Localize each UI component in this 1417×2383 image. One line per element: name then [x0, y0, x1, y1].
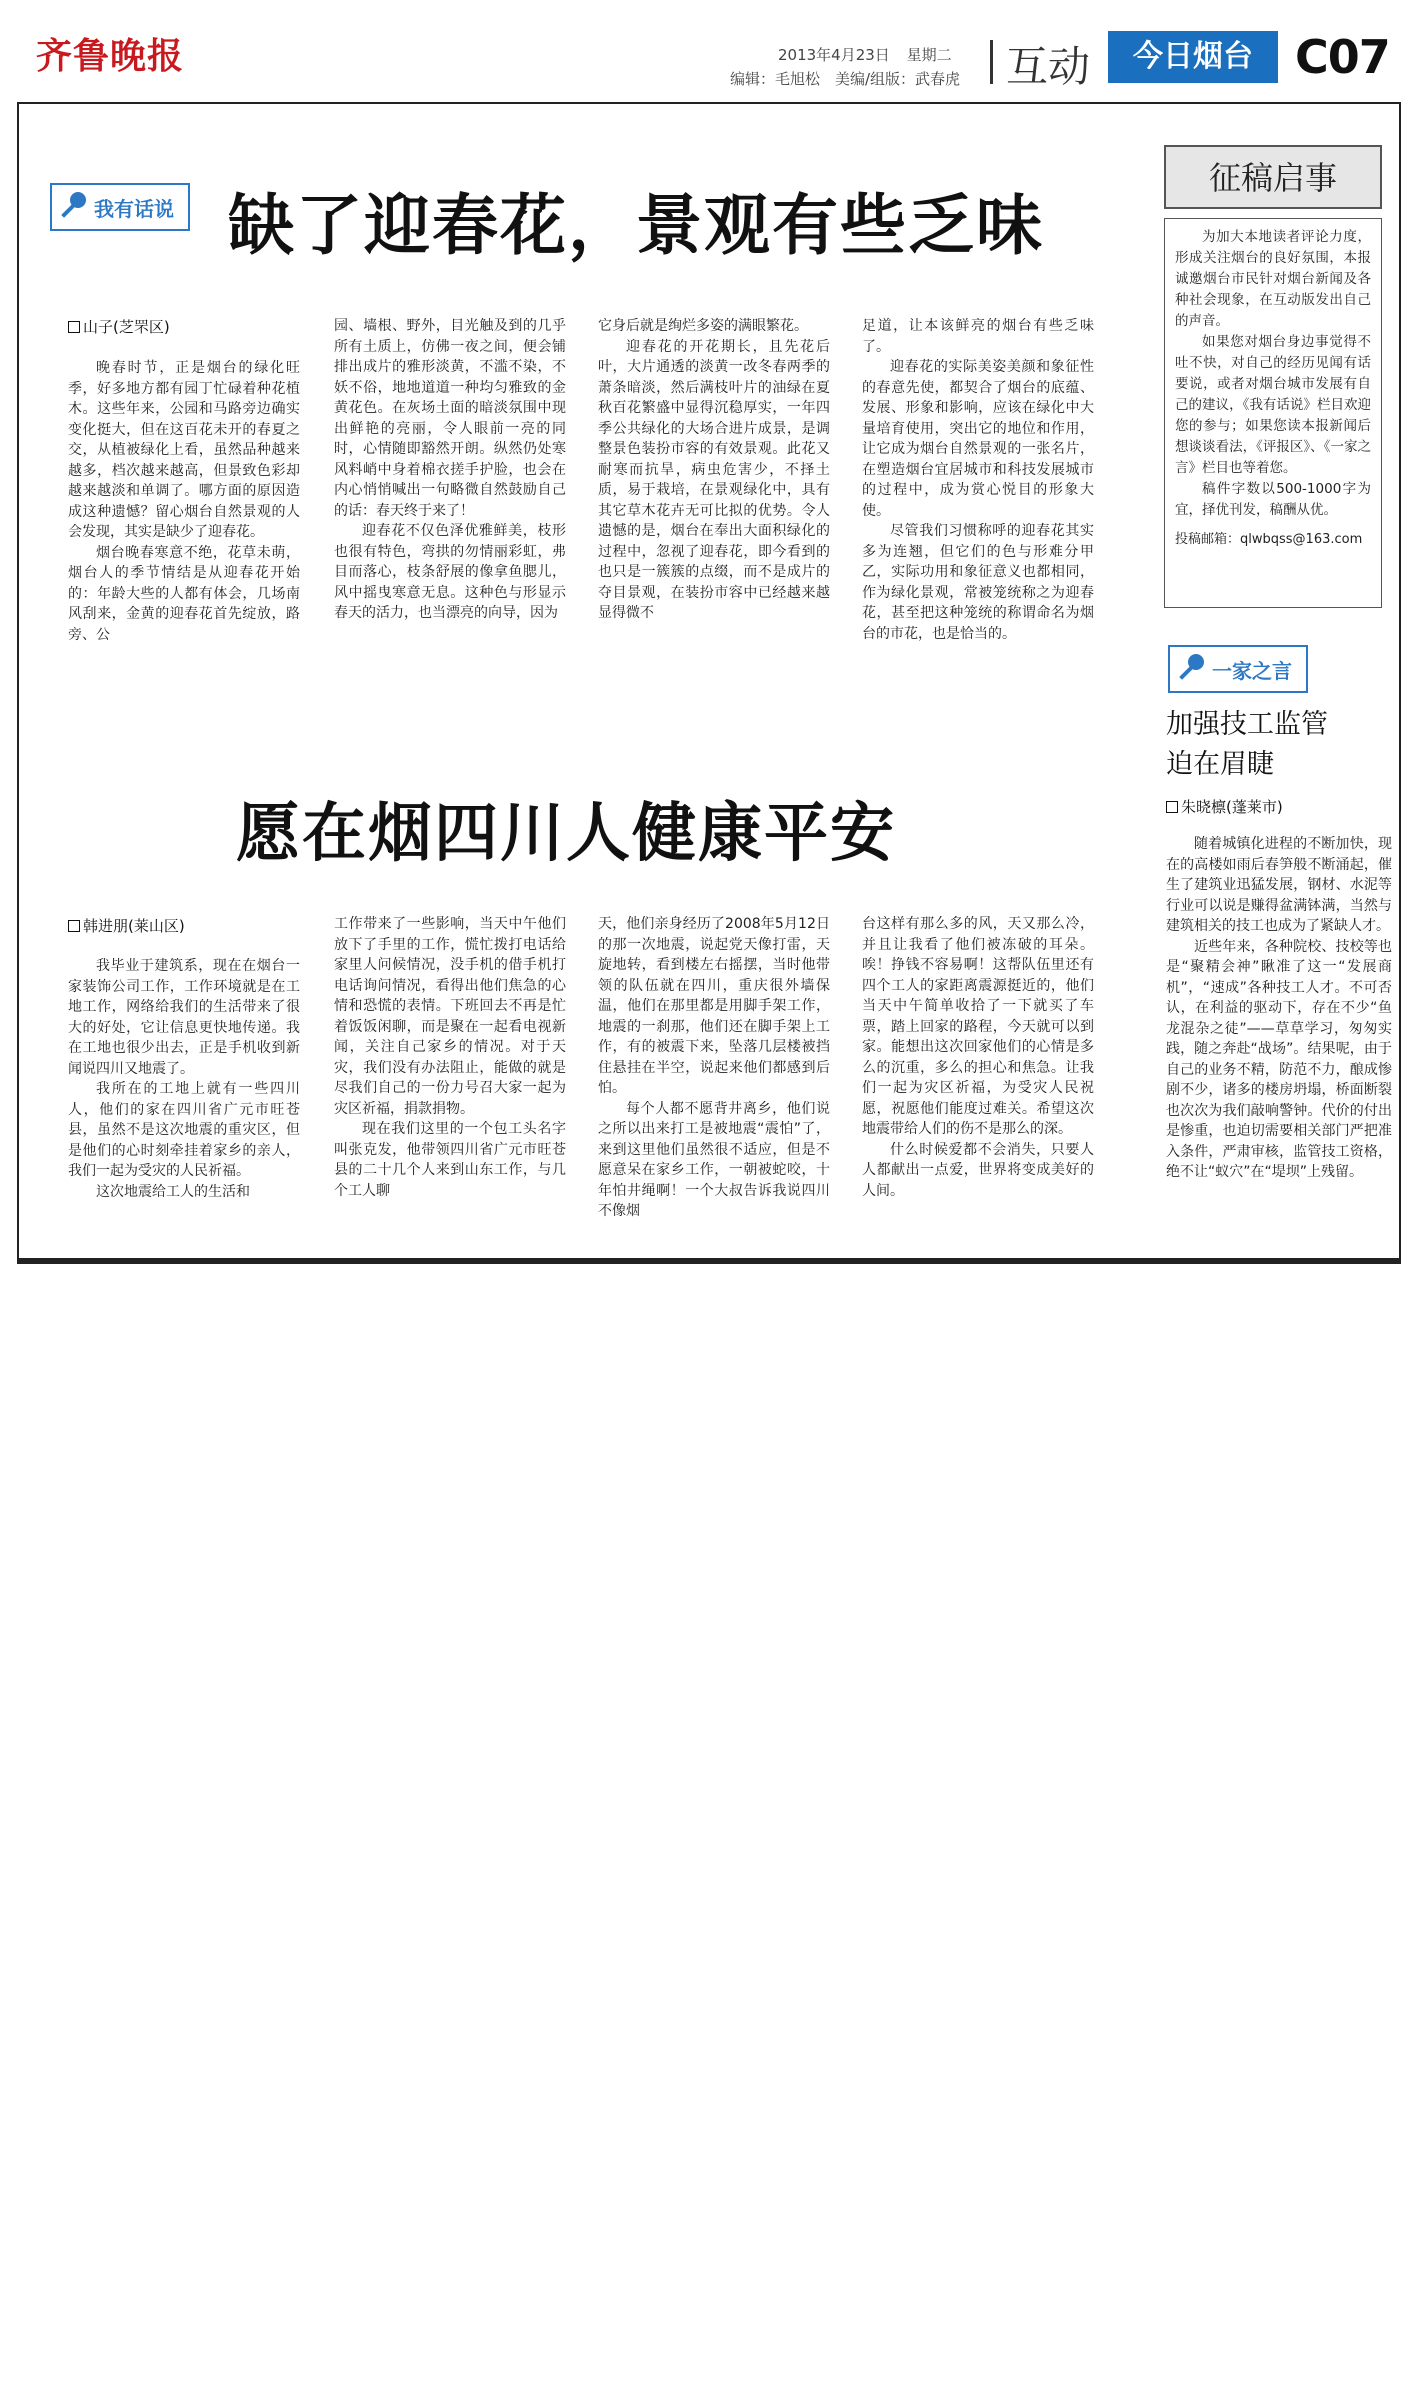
microphone-icon: [56, 190, 90, 224]
article1-headline: 缺了迎春花，景观有些乏味: [228, 186, 1044, 264]
paragraph: 每个人都不愿背井离乡，他们说之所以出来打工是被地震“震怕”了，来到这里他们虽然很不适应，但是不愿意呆在家乡工作，一朝被蛇咬，十年怕井绳啊！一个大叔告诉我说四川不像烟: [598, 1100, 830, 1219]
paragraph: 迎春花的开花期长，且先花后叶，大片通透的淡黄一改冬春两季的萧条暗淡，然后满枝叶片的油绿在夏秋百花繁盛中显得沉稳厚实，一年四季公共绿化的大场合进片成景，是调整景色装扮市容的有效景观。此花又耐寒而抗旱，病虫危害少，不择土质，易于栽培，在景观绿化中，具有其它草木花卉无可比拟的优势。令人遗憾的是，烟台在奉出大面积绿化的过程中，忽视了迎春花，即今看到的也只是一簇簇的点缀，而不是成片的夺目景观，在装扮市容中已经越来越显得微不: [598, 338, 830, 621]
submission-email: 投稿邮箱：qlwbqss@163.com: [1175, 532, 1363, 547]
header-divider: [990, 40, 993, 84]
paragraph: 台这样有那么多的风，天又那么冷，并且让我看了他们被冻破的耳朵。唉！挣钱不容易啊！这帮队伍里还有四个工人的家距离震源挺近的，他们当天中午简单收拾了一下就买了车票，踏上回家的路程，今天就可以到家。能想出这次回家他们的心情是多么的沉重，多么的担心和焦急。让我们一起为灾区祈福，为受灾人民祝愿，祝愿他们能度过难关。希望这次地震带给人们的伤不是那么的深。: [862, 916, 1094, 1137]
article1-column-4: [862, 316, 1094, 644]
article2-column-3: [598, 914, 830, 1222]
call-for-submissions-title: 征稿启事: [1164, 145, 1382, 209]
paragraph: 足道，让本该鲜亮的烟台有些乏味了。: [862, 318, 1094, 355]
date-text: 2013年4月23日: [778, 46, 890, 64]
notice-paragraph: 如果您对烟台身边事觉得不吐不快，对自己的经历见闻有话要说，或者对烟台城市发展有自己的建议，《我有话说》栏目欢迎您的参与；如果您读本报新闻后想谈谈看法，《评报区》、《一家之言》栏目也等着您。: [1175, 334, 1371, 476]
paragraph: 迎春花的实际美姿美颜和象征性的春意先使，都契合了烟台的底蕴、发展、形象和影响，应该在绿化中大量培育使用，突出它的地位和作用，让它成为烟台自然景观的一张名片，在塑造烟台宜居城市和科技发展城市的过程中，成为赏心悦目的形象大使。: [862, 359, 1094, 519]
paragraph: 随着城镇化进程的不断加快，现在的高楼如雨后春笋般不断涌起，催生了建筑业迅猛发展，钢材、水泥等行业可以说是赚得盆满钵满，当然与建筑相关的技工也成为了紧缺人才。: [1166, 836, 1392, 934]
section-title: 互动: [1006, 42, 1091, 91]
microphone-icon: [1174, 652, 1208, 686]
article2-column-1: [68, 956, 300, 1202]
paragraph: 天，他们亲身经历了2008年5月12日的那一次地震，说起党天像打雷，天旋地转，看到楼左右摇摆，当时他带领的队伍就在四川，重庆很外墙保温，他们在那里都是用脚手架工作，地震的一刹那，他们还在脚手架上工作，有的被震下来，坠落几层楼被挡住悬挂在半空，说起来他们都感到后怕。: [598, 916, 830, 1096]
paragraph: 工作带来了一些影响，当天中午他们放下了手里的工作，慌忙拨打电话给家里人问候情况，没手机的借手机打电话询问情况，看得出他们焦急的心情和恐慌的表情。下班回去不再是忙着饭饭闲聊，而是聚在一起看电视新闻，关注自己家乡的情况。对于天灾，我们没有办法阻止，能做的就是尽我们自己的一份力号召大家一起为灾区祈福，捐款捐物。: [334, 916, 566, 1117]
article2-headline: 愿在烟四川人健康平安: [236, 796, 896, 871]
call-for-submissions-box: [1164, 218, 1382, 608]
sidebar-headline: [1166, 705, 1328, 785]
sidebar-headline-line1: 加强技工监管: [1166, 709, 1328, 740]
weekday-text: 星期二: [906, 46, 952, 64]
paragraph: 迎春花不仅色泽优雅鲜美，枝形也很有特色，弯拱的勿情丽彩虹，弗目而落心，枝条舒展的像拿鱼腮儿，风中摇曳寒意无息。这种色与形显示春天的活力，也当漂亮的向导，因为: [334, 523, 566, 621]
paragraph: 尽管我们习惯称呼的迎春花其实多为连翘，但它们的色与形难分甲乙，实际功用和象征意义也都相同，作为绿化景观，常被笼统称之为迎春花，甚至把这种笼统的称谓命名为烟台的市花，也是恰当的。: [862, 523, 1094, 642]
article1-column-1: [68, 358, 300, 645]
editor-credits: 编辑：毛旭松 美编/组版：武春虎: [730, 70, 961, 88]
column-badge-wo-you-hua-shuo: 我有话说: [50, 183, 190, 231]
article1-byline: 山子(芝罘区): [68, 316, 170, 337]
sidebar-column: [1166, 834, 1392, 1183]
notice-paragraph: 为加大本地读者评论力度，形成关注烟台的良好氛围，本报诚邀烟台市民针对烟台新闻及各种社会现象，在互动版发出自己的声音。: [1175, 229, 1371, 329]
paragraph: 晚春时节，正是烟台的绿化旺季，好多地方都有园丁忙碌着种花植木。这些年来，公园和马路旁边确实变化挺大，但在这百花未开的春夏之交，从植被绿化上看，虽然品种越来越多，档次越来越高，但景致色彩却越来越淡和单调了。哪方面的原因造成这种遗憾？留心烟台自然景观的人会发现，其实是缺少了迎春花。: [68, 360, 300, 540]
issue-date: [778, 44, 952, 65]
newspaper-logo: 齐鲁晚报: [36, 35, 185, 77]
paragraph: 园、墙根、野外，目光触及到的几乎所有土质上，仿佛一夜之间，便会铺排出成片的雅形淡黄，不滥不染，不妖不俗，地地道道一种均匀雅致的金黄花色。在灰场土面的暗淡氛围中现出鲜艳的亮丽，令人眼前一亮的同时，心情随即豁然开朗。纵然仍处寒风料峭中身着棉衣搓手护脸，也会在内心悄悄喊出一句略微自然鼓励自己的话：春天终于来了！: [334, 318, 566, 519]
column-badge-yi-jia-zhi-yan: 一家之言: [1168, 645, 1308, 693]
notice-paragraph: 稿件字数以500-1000字为宜，择优刊发，稿酬从优。: [1175, 481, 1371, 518]
article1-column-3: [598, 316, 830, 624]
article2-column-4: [862, 914, 1094, 1201]
subsection-tab: 今日烟台: [1108, 31, 1278, 83]
paragraph: 我所在的工地上就有一些四川人，他们的家在四川省广元市旺苍县，虽然不是这次地震的重灾区，但是他们的心时刻牵挂着家乡的亲人，我们一起为受灾的人民祈福。: [68, 1081, 300, 1179]
paragraph: 它身后就是绚烂多姿的满眼繁花。: [598, 318, 808, 334]
sidebar-byline: 朱晓檩(蓬莱市): [1166, 796, 1283, 817]
frame-bottom-rule: [17, 1258, 1401, 1264]
paragraph: 我毕业于建筑系，现在在烟台一家装饰公司工作，工作环境就是在工地工作，网络给我们的生活带来了很大的好处，它让信息更快地传递。我在工地也很少出去，正是手机收到新闻说四川又地震了。: [68, 958, 300, 1077]
paragraph: 近些年来，各种院校、技校等也是“聚精会神”瞅准了这一“发展商机”，“速成”各种技工人才。不可否认，在利益的驱动下，存在不少“鱼龙混杂之徒”——草草学习，匆匆实践，随之奔赴“战场”。结果呢，由于自己的业务不精，防范不力，酿成惨剧不少，诸多的楼房坍塌，桥面断裂也次次为我们敲响警钟。代价的付出是惨重，也迫切需要相关部门严把准入条件，严肃审核，监管技工资格，绝不让“蚁穴”在“堤坝”上残留。: [1166, 938, 1392, 1180]
article2-byline: 韩进朋(莱山区): [68, 915, 185, 936]
article2-column-2: [334, 914, 566, 1201]
paragraph: 这次地震给工人的生活和: [96, 1183, 250, 1200]
sidebar-headline-line2: 迫在眉睫: [1166, 749, 1274, 780]
paragraph: 现在我们这里的一个包工头名字叫张克发，他带领四川省广元市旺苍县的二十几个人来到山东工作，与几个工人聊: [334, 1121, 566, 1199]
article1-column-2: [334, 316, 566, 624]
paragraph: 什么时候爱都不会消失，只要人人都献出一点爱，世界将变成美好的人间。: [862, 1141, 1094, 1199]
paragraph: 烟台晚春寒意不绝，花草未萌，烟台人的季节情结是从迎春花开始的：年龄大些的人都有体会，几场南风刮来，金黄的迎春花首先绽放，路旁、公: [68, 544, 300, 643]
page-number: C07: [1295, 30, 1390, 84]
